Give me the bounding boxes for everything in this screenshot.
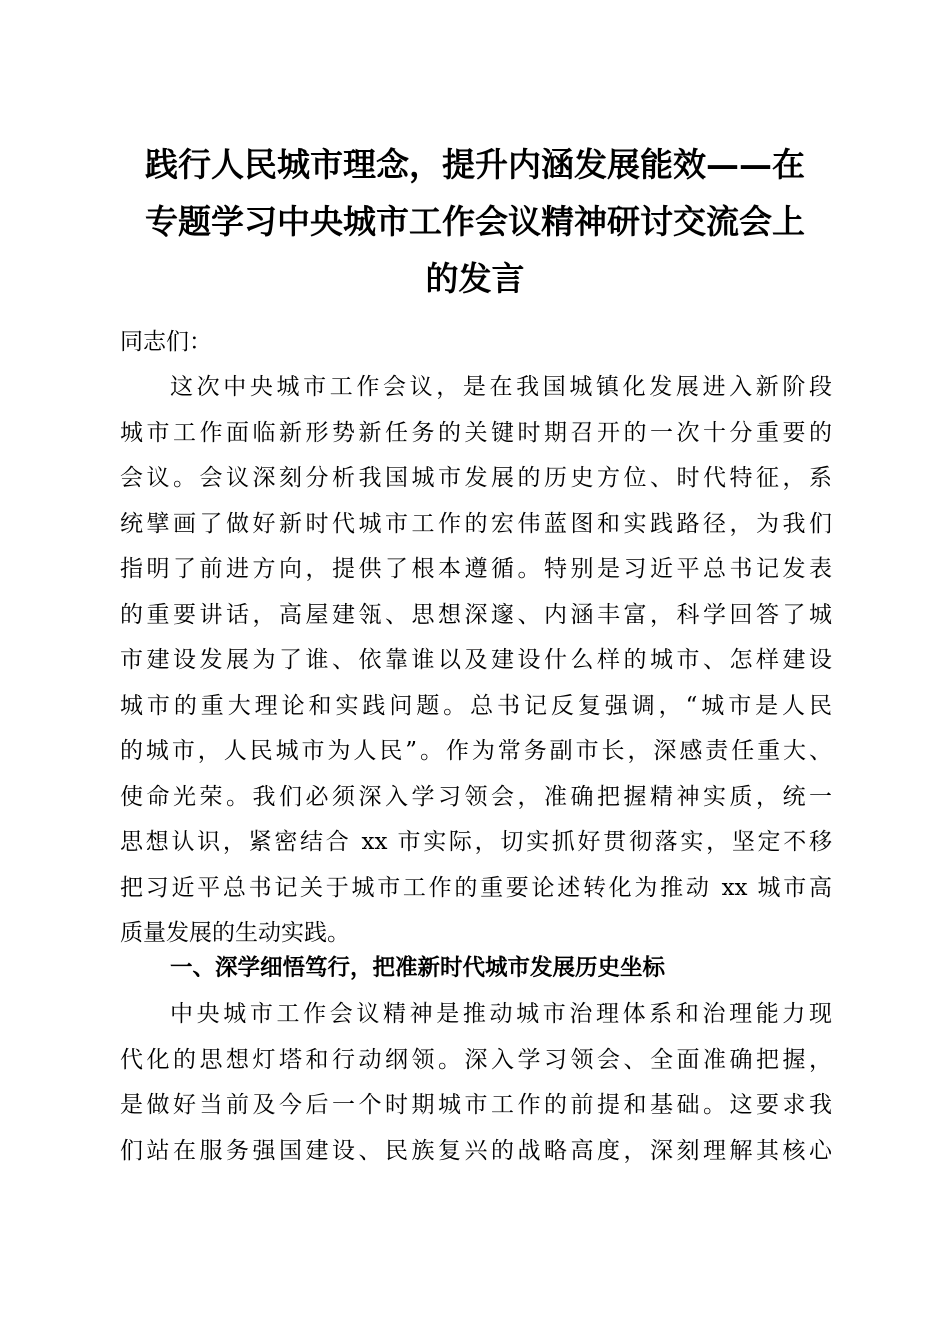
- text-line: 市建设发展为了谁、依靠谁以及建设什么样的城市、怎样建设: [120, 647, 832, 673]
- text-line: 质量发展的生动实践。: [120, 920, 350, 946]
- text-line: 是做好当前及今后一个时期城市工作的前提和基础。这要求我: [120, 1092, 832, 1118]
- text-line: 思想认识，紧密结合 xx 市实际，切实抓好贯彻落实，坚定不移: [120, 829, 832, 855]
- section-heading: [120, 946, 832, 992]
- text-line: 把习近平总书记关于城市工作的重要论述转化为推动 xx 城市高: [120, 874, 832, 901]
- text-line: 使命光荣。我们必须深入学习领会，准确把握精神实质，统一: [120, 783, 832, 810]
- salutation: 同志们：: [120, 329, 212, 355]
- title-line: 的发言: [425, 259, 525, 298]
- text-line: 这次中央城市工作会议，是在我国城镇化发展进入新阶段: [170, 374, 832, 400]
- text-line: 统擘画了做好新时代城市工作的宏伟蓝图和实践路径，为我们: [120, 510, 832, 537]
- text-line: 代化的思想灯塔和行动纲领。深入学习领会、全面准确把握，: [120, 1046, 832, 1073]
- text-line: 城市工作面临新形势新任务的关键时期召开的一次十分重要的: [120, 419, 832, 446]
- text-line: 的城市，人民城市为人民”。作为常务副市长，深感责任重大、: [120, 738, 832, 764]
- text-line: 指明了前进方向，提供了根本遵循。特别是习近平总书记发表: [120, 556, 832, 582]
- text-line: 的重要讲话，高屋建瓴、思想深邃、内涵丰富，科学回答了城: [120, 601, 832, 628]
- heading-text: 一、深学细悟笃行，把准新时代城市发展历史坐标: [170, 955, 666, 981]
- title-line: 践行人民城市理念，提升内涵发展能效——在: [145, 145, 805, 184]
- paragraph-intro: [120, 365, 832, 957]
- paragraph-section-one: [120, 992, 832, 1174]
- text-line: 会议。会议深刻分析我国城市发展的历史方位、时代特征，系: [120, 465, 832, 491]
- title-line: 专题学习中央城市工作会议精神研讨交流会上: [145, 202, 805, 241]
- document-title: [100, 136, 850, 307]
- text-line: 们站在服务强国建设、民族复兴的战略高度，深刻理解其核心: [120, 1137, 832, 1164]
- text-line: 城市的重大理论和实践问题。总书记反复强调，“城市是人民: [120, 692, 832, 719]
- text-line: 中央城市工作会议精神是推动城市治理体系和治理能力现: [170, 1001, 832, 1027]
